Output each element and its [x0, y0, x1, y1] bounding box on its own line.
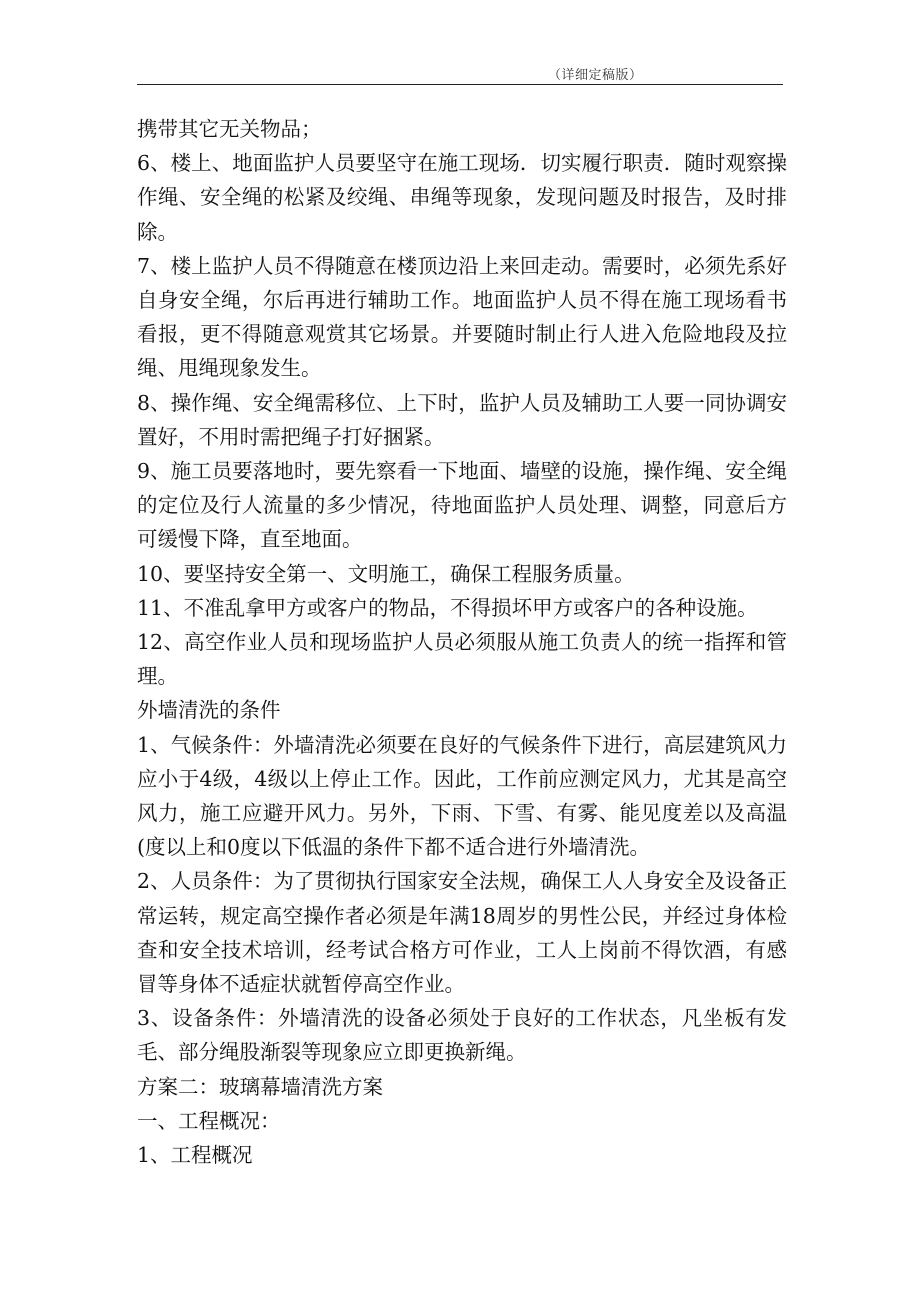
section-heading: 外墙清洗的条件 [137, 698, 281, 723]
paragraph: 携带其它无关物品； [137, 117, 322, 141]
header-label: （详细定稿版） [548, 68, 643, 83]
section-heading: 方案二：玻璃幕墙清洗方案 [137, 1074, 383, 1099]
paragraph: 1、气候条件：外墙清洗必须要在良好的气候条件下进行，高层建筑风力应小于4级，4级以上停止工作。因此，工作前应测定风力，尤其是高空风力，施工应避开风力。另外，下雨、下雪、有雾、能见度差以及高温(度以上和0度以下低温的条件下都不适合进行外墙清洗。 [137, 732, 787, 860]
paragraph: 9、施工员要落地时，要先察看一下地面、墙壁的设施，操作绳、安全绳的定位及行人流量的多少情况，待地面监护人员处理、调整，同意后方可缓慢下降，直至地面。 [137, 459, 787, 552]
header-rule [137, 84, 783, 85]
paragraph: 10、要坚持安全第一、文明施工，确保工程服务质量。 [137, 561, 635, 586]
paragraph: 11、不准乱拿甲方或客户的物品，不得损坏甲方或客户的各种设施。 [137, 595, 758, 620]
paragraph: 3、设备条件：外墙清洗的设备必须处于良好的工作状态，凡坐板有发毛、部分绳股渐裂等现象应立即更换新绳。 [137, 1006, 787, 1065]
paragraph: 6、楼上、地面监护人员要坚守在施工现场．切实履行职责．随时观察操作绳、安全绳的松紧及绞绳、串绳等现象，发现问题及时报告，及时排除。 [137, 151, 787, 244]
paragraph: 7、楼上监护人员不得随意在楼顶边沿上来回走动。需要时，必须先系好自身安全绳，尔后再进行辅助工作。地面监护人员不得在施工现场看书看报，更不得随意观赏其它场景。并要随时制止行人进入危险地段及拉绳、甩绳现象发生。 [137, 253, 787, 381]
section-heading: 一、工程概况： [137, 1108, 281, 1133]
paragraph: 2、人员条件：为了贯彻执行国家安全法规，确保工人人身安全及设备正常运转，规定高空操作者必须是年满18周岁的男性公民，并经过身体检查和安全技术培训，经考试合格方可作业，工人上岗前不得饮酒，有感冒等身体不适症状就暂停高空作业。 [137, 869, 787, 997]
section-heading: 1、工程概况 [137, 1143, 253, 1168]
paragraph: 8、操作绳、安全绳需移位、上下时，监护人员及辅助工人要一同协调安置好，不用时需把绳子打好捆紧。 [137, 390, 787, 449]
document-body [137, 112, 787, 1172]
paragraph: 12、高空作业人员和现场监护人员必须服从施工负责人的统一指挥和管理。 [137, 630, 787, 689]
